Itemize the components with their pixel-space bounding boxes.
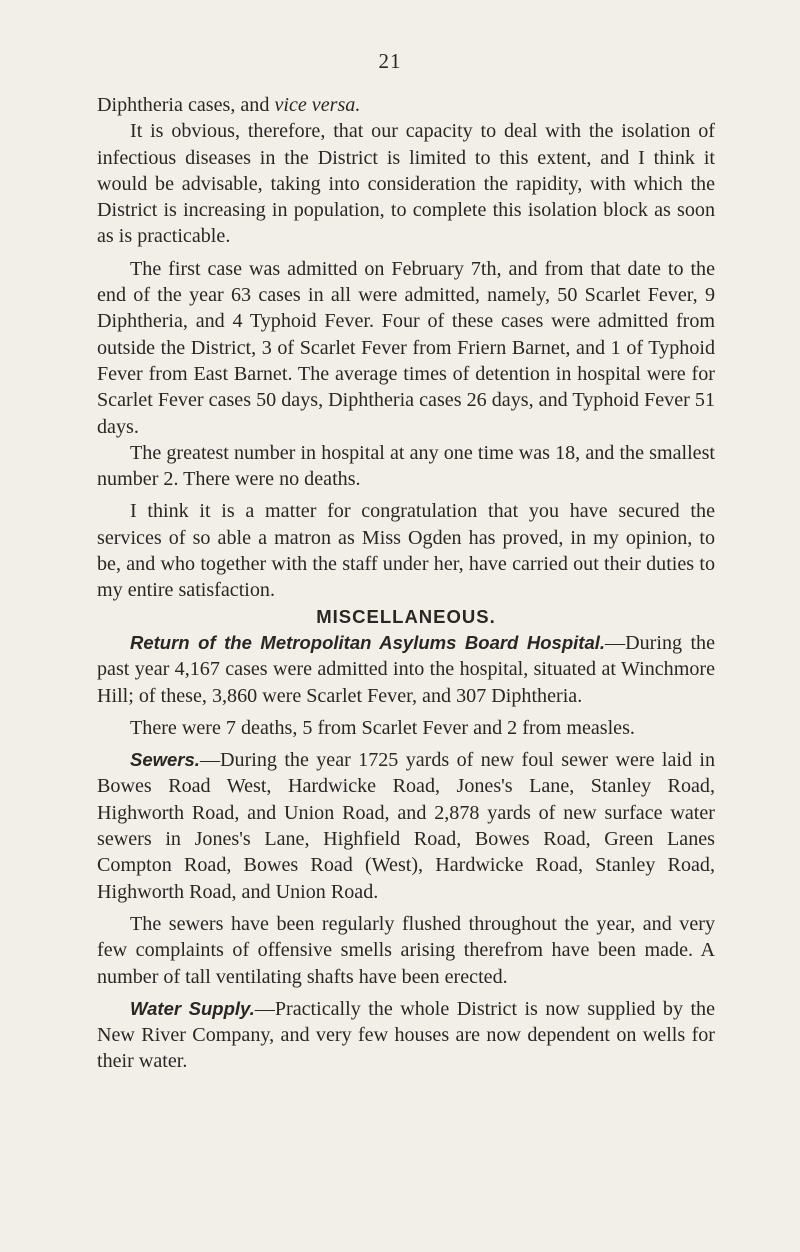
paragraph-numbers: The greatest number in hospital at any one time was 18, and the smallest number 2. There were no deaths. [97,441,715,491]
subheading-sewers: Sewers. [130,749,200,771]
section-heading: MISCELLANEOUS. [316,605,496,627]
paragraph-admissions: The first case was admitted on February 7th, and from that date to the end of the year 63 cases in all were admitted, namely, 50 Scarlet Fever, 9 Diphtheria, and 4 Typhoid Fever. Four of these cases were admitted from outside the District, 3 of Scarlet Fever from Friern Barnet, and 1 of Typhoid Fever from East Barnet. The average times of detention in hospital were for Scarlet Fever cases 50 days, Diphtheria cases 26 days, and Typhoid Fever 51 days. [97,257,715,438]
subheading-mab: Return of the Metropolitan Asylums Board Hospital. [130,631,606,653]
page-number: 21 [378,49,402,73]
paragraph-text: —During the year 1725 yards of new foul sewer were laid in Bowes Road West, Hardwicke Road, Jones's Lane, Stanley Road, Highworth Road, and Union Road, and 2,878 yards of new surface water sewers in Jones's Lane, Highfield Road, Bowes Road, Green Lanes Compton Road, Bowes Road (West), Hardwicke Road, Stanley Road, Highworth Road, and Union Road. [97,749,715,903]
paragraph-sewer-flushing: The sewers have been regularly flushed throughout the year, and very few complaints of offensive smells arising therefrom have been made. A number of tall ventilating shafts have been erected. [97,912,715,988]
subheading-water-supply: Water Supply. [130,997,255,1019]
page-body [97,92,715,1075]
latin-phrase: vice versa. [274,94,361,116]
paragraph-isolation-capacity: It is obvious, therefore, that our capacity to deal with the isolation of infectious diseases in the District is limited to this extent, and I think it would be advisable, taking into consideration the rapidity, with which the District is increasing in population, to complete this isolation block as soon as is practicable. [97,120,715,248]
paragraph-text: —Practically the whole District is now supplied by the New River Company, and very few houses are now dependent on wells for their water. [97,997,715,1073]
paragraph-sewers [97,747,715,905]
paragraph-text: Diphtheria cases, and [97,94,270,116]
paragraph-deaths: There were 7 deaths, 5 from Scarlet Fever and 2 from measles. [130,716,635,739]
paragraph-matron: I think it is a matter for congratulation that you have secured the services of so able a matron as Miss Ogden has proved, in my opinion, to be, and who together with the staff under her, have carried out their duties to my entire satisfaction. [97,500,715,602]
paragraph-continuation [97,92,715,118]
paragraph-text: —During the past year 4,167 cases were admitted into the hospital, situated at Winchmore Hill; of these, 3,860 were Scarlet Fever, and 307 Diphtheria. [97,631,715,707]
paragraph-mab-hospital [97,630,715,709]
paragraph-water-supply [97,996,715,1075]
